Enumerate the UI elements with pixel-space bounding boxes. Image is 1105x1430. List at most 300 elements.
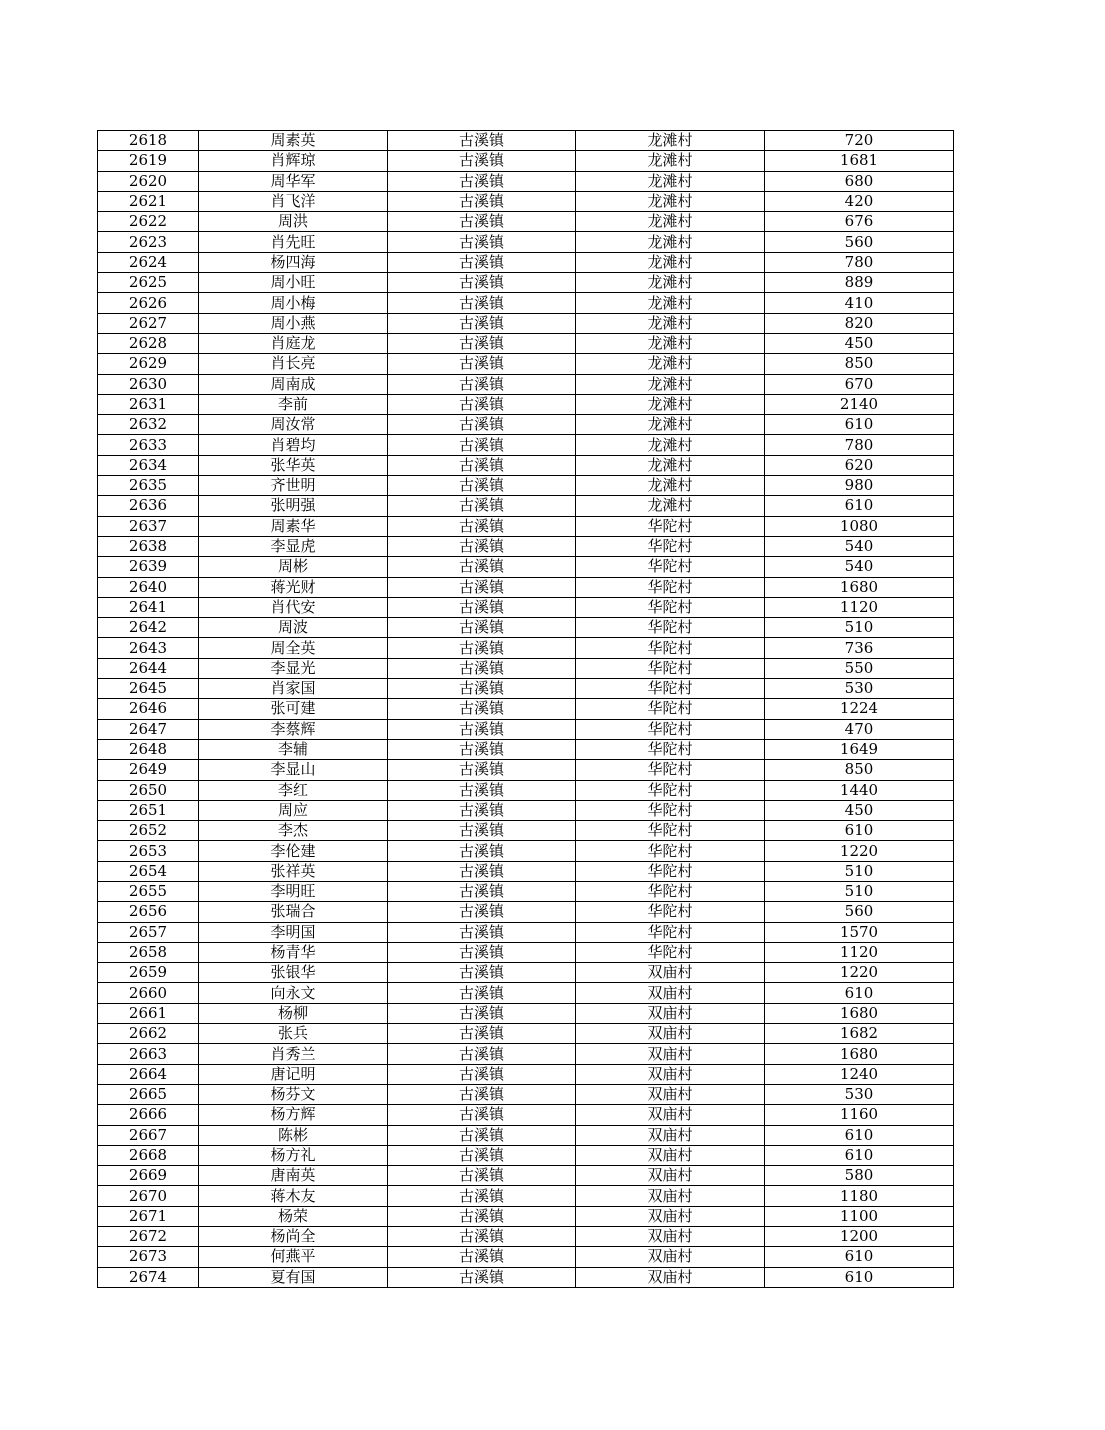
- row-number-cell: 2657: [98, 922, 199, 942]
- table-row: [98, 374, 954, 394]
- amount-cell: 1440: [765, 780, 954, 800]
- town-cell: 古溪镇: [388, 435, 576, 455]
- row-number-cell: 2654: [98, 861, 199, 881]
- town-cell: 古溪镇: [388, 902, 576, 922]
- town-cell: 古溪镇: [388, 780, 576, 800]
- town-cell: 古溪镇: [388, 1206, 576, 1226]
- table-row: [98, 679, 954, 699]
- town-cell: 古溪镇: [388, 699, 576, 719]
- amount-cell: 580: [765, 1166, 954, 1186]
- village-cell: 华陀村: [576, 821, 765, 841]
- name-cell: 张祥英: [199, 861, 388, 881]
- table-row: [98, 273, 954, 293]
- town-cell: 古溪镇: [388, 374, 576, 394]
- row-number-cell: 2645: [98, 679, 199, 699]
- village-cell: 双庙村: [576, 963, 765, 983]
- row-number-cell: 2671: [98, 1206, 199, 1226]
- village-cell: 双庙村: [576, 1227, 765, 1247]
- table-row: [98, 1145, 954, 1165]
- table-row: [98, 1267, 954, 1287]
- amount-cell: 1220: [765, 963, 954, 983]
- village-cell: 龙滩村: [576, 191, 765, 211]
- table-row: [98, 1024, 954, 1044]
- amount-cell: 1570: [765, 922, 954, 942]
- amount-cell: 510: [765, 618, 954, 638]
- town-cell: 古溪镇: [388, 171, 576, 191]
- amount-cell: 1120: [765, 942, 954, 962]
- village-cell: 龙滩村: [576, 354, 765, 374]
- name-cell: 张明强: [199, 496, 388, 516]
- table-row: [98, 881, 954, 901]
- village-cell: 双庙村: [576, 1267, 765, 1287]
- row-number-cell: 2635: [98, 476, 199, 496]
- row-number-cell: 2627: [98, 313, 199, 333]
- village-cell: 华陀村: [576, 861, 765, 881]
- name-cell: 周南成: [199, 374, 388, 394]
- town-cell: 古溪镇: [388, 1105, 576, 1125]
- village-cell: 双庙村: [576, 1206, 765, 1226]
- row-number-cell: 2661: [98, 1003, 199, 1023]
- row-number-cell: 2618: [98, 131, 199, 151]
- village-cell: 龙滩村: [576, 496, 765, 516]
- amount-cell: 450: [765, 333, 954, 353]
- name-cell: 肖庭龙: [199, 333, 388, 353]
- town-cell: 古溪镇: [388, 861, 576, 881]
- town-cell: 古溪镇: [388, 131, 576, 151]
- row-number-cell: 2628: [98, 333, 199, 353]
- name-cell: 李明国: [199, 922, 388, 942]
- amount-cell: 1200: [765, 1227, 954, 1247]
- table-row: [98, 354, 954, 374]
- amount-cell: 410: [765, 293, 954, 313]
- amount-cell: 736: [765, 638, 954, 658]
- row-number-cell: 2629: [98, 354, 199, 374]
- amount-cell: 1649: [765, 739, 954, 759]
- amount-cell: 1180: [765, 1186, 954, 1206]
- name-cell: 向永文: [199, 983, 388, 1003]
- table-row: [98, 557, 954, 577]
- name-cell: 肖秀兰: [199, 1044, 388, 1064]
- row-number-cell: 2655: [98, 881, 199, 901]
- village-cell: 华陀村: [576, 638, 765, 658]
- name-cell: 李显山: [199, 760, 388, 780]
- name-cell: 李前: [199, 394, 388, 414]
- name-cell: 齐世明: [199, 476, 388, 496]
- name-cell: 肖代安: [199, 597, 388, 617]
- table-row: [98, 658, 954, 678]
- name-cell: 李辅: [199, 739, 388, 759]
- village-cell: 双庙村: [576, 1044, 765, 1064]
- town-cell: 古溪镇: [388, 1044, 576, 1064]
- amount-cell: 1680: [765, 1044, 954, 1064]
- table-row: [98, 1044, 954, 1064]
- row-number-cell: 2639: [98, 557, 199, 577]
- amount-cell: 780: [765, 435, 954, 455]
- village-cell: 双庙村: [576, 1084, 765, 1104]
- table-row: [98, 963, 954, 983]
- town-cell: 古溪镇: [388, 333, 576, 353]
- town-cell: 古溪镇: [388, 476, 576, 496]
- amount-cell: 850: [765, 354, 954, 374]
- name-cell: 何燕平: [199, 1247, 388, 1267]
- village-cell: 龙滩村: [576, 293, 765, 313]
- amount-cell: 980: [765, 476, 954, 496]
- town-cell: 古溪镇: [388, 232, 576, 252]
- town-cell: 古溪镇: [388, 577, 576, 597]
- row-number-cell: 2651: [98, 800, 199, 820]
- name-cell: 肖飞洋: [199, 191, 388, 211]
- name-cell: 杨四海: [199, 252, 388, 272]
- town-cell: 古溪镇: [388, 963, 576, 983]
- town-cell: 古溪镇: [388, 1267, 576, 1287]
- town-cell: 古溪镇: [388, 942, 576, 962]
- table-row: [98, 983, 954, 1003]
- amount-cell: 610: [765, 415, 954, 435]
- amount-cell: 676: [765, 212, 954, 232]
- amount-cell: 620: [765, 455, 954, 475]
- row-number-cell: 2626: [98, 293, 199, 313]
- table-row: [98, 252, 954, 272]
- name-cell: 李伦建: [199, 841, 388, 861]
- row-number-cell: 2632: [98, 415, 199, 435]
- name-cell: 杨方礼: [199, 1145, 388, 1165]
- town-cell: 古溪镇: [388, 841, 576, 861]
- village-cell: 华陀村: [576, 902, 765, 922]
- village-cell: 华陀村: [576, 577, 765, 597]
- village-cell: 双庙村: [576, 1125, 765, 1145]
- row-number-cell: 2665: [98, 1084, 199, 1104]
- village-cell: 华陀村: [576, 800, 765, 820]
- row-number-cell: 2670: [98, 1186, 199, 1206]
- row-number-cell: 2667: [98, 1125, 199, 1145]
- village-cell: 龙滩村: [576, 476, 765, 496]
- amount-cell: 850: [765, 760, 954, 780]
- amount-cell: 680: [765, 171, 954, 191]
- name-cell: 周素英: [199, 131, 388, 151]
- name-cell: 李明旺: [199, 881, 388, 901]
- table-row: [98, 1003, 954, 1023]
- table-row: [98, 516, 954, 536]
- amount-cell: 610: [765, 1145, 954, 1165]
- row-number-cell: 2674: [98, 1267, 199, 1287]
- town-cell: 古溪镇: [388, 881, 576, 901]
- town-cell: 古溪镇: [388, 739, 576, 759]
- town-cell: 古溪镇: [388, 1125, 576, 1145]
- table-row: [98, 313, 954, 333]
- table-row: [98, 922, 954, 942]
- table-row: [98, 536, 954, 556]
- town-cell: 古溪镇: [388, 983, 576, 1003]
- table-row: [98, 597, 954, 617]
- name-cell: 肖长亮: [199, 354, 388, 374]
- name-cell: 周华军: [199, 171, 388, 191]
- village-cell: 双庙村: [576, 1003, 765, 1023]
- village-cell: 华陀村: [576, 881, 765, 901]
- data-table: [97, 130, 954, 1288]
- table-row: [98, 577, 954, 597]
- table-row: [98, 455, 954, 475]
- table-row: [98, 1105, 954, 1125]
- village-cell: 华陀村: [576, 760, 765, 780]
- table-row: [98, 151, 954, 171]
- table-row: [98, 131, 954, 151]
- name-cell: 李显虎: [199, 536, 388, 556]
- row-number-cell: 2658: [98, 942, 199, 962]
- amount-cell: 1240: [765, 1064, 954, 1084]
- town-cell: 古溪镇: [388, 516, 576, 536]
- amount-cell: 560: [765, 902, 954, 922]
- row-number-cell: 2637: [98, 516, 199, 536]
- town-cell: 古溪镇: [388, 313, 576, 333]
- name-cell: 唐记明: [199, 1064, 388, 1084]
- amount-cell: 420: [765, 191, 954, 211]
- village-cell: 华陀村: [576, 739, 765, 759]
- town-cell: 古溪镇: [388, 1186, 576, 1206]
- village-cell: 龙滩村: [576, 232, 765, 252]
- town-cell: 古溪镇: [388, 1145, 576, 1165]
- name-cell: 李红: [199, 780, 388, 800]
- village-cell: 双庙村: [576, 1105, 765, 1125]
- table-row: [98, 719, 954, 739]
- row-number-cell: 2622: [98, 212, 199, 232]
- table-row: [98, 1125, 954, 1145]
- amount-cell: 560: [765, 232, 954, 252]
- row-number-cell: 2624: [98, 252, 199, 272]
- name-cell: 周素华: [199, 516, 388, 536]
- name-cell: 杨方辉: [199, 1105, 388, 1125]
- name-cell: 周小梅: [199, 293, 388, 313]
- table-row: [98, 1206, 954, 1226]
- row-number-cell: 2644: [98, 658, 199, 678]
- village-cell: 龙滩村: [576, 252, 765, 272]
- table-row: [98, 1227, 954, 1247]
- table-row: [98, 212, 954, 232]
- row-number-cell: 2652: [98, 821, 199, 841]
- town-cell: 古溪镇: [388, 1064, 576, 1084]
- village-cell: 华陀村: [576, 658, 765, 678]
- row-number-cell: 2672: [98, 1227, 199, 1247]
- town-cell: 古溪镇: [388, 1247, 576, 1267]
- name-cell: 周汝常: [199, 415, 388, 435]
- village-cell: 华陀村: [576, 536, 765, 556]
- table-row: [98, 821, 954, 841]
- row-number-cell: 2623: [98, 232, 199, 252]
- table-row: [98, 1084, 954, 1104]
- amount-cell: 2140: [765, 394, 954, 414]
- village-cell: 龙滩村: [576, 273, 765, 293]
- table-row: [98, 739, 954, 759]
- amount-cell: 610: [765, 1267, 954, 1287]
- village-cell: 双庙村: [576, 1166, 765, 1186]
- name-cell: 张华英: [199, 455, 388, 475]
- table-row: [98, 1064, 954, 1084]
- name-cell: 肖碧均: [199, 435, 388, 455]
- table-row: [98, 942, 954, 962]
- town-cell: 古溪镇: [388, 252, 576, 272]
- amount-cell: 550: [765, 658, 954, 678]
- table-row: [98, 780, 954, 800]
- table-row: [98, 638, 954, 658]
- name-cell: 杨芬文: [199, 1084, 388, 1104]
- row-number-cell: 2638: [98, 536, 199, 556]
- town-cell: 古溪镇: [388, 293, 576, 313]
- row-number-cell: 2656: [98, 902, 199, 922]
- town-cell: 古溪镇: [388, 455, 576, 475]
- amount-cell: 540: [765, 557, 954, 577]
- amount-cell: 1680: [765, 1003, 954, 1023]
- row-number-cell: 2647: [98, 719, 199, 739]
- town-cell: 古溪镇: [388, 1084, 576, 1104]
- row-number-cell: 2642: [98, 618, 199, 638]
- village-cell: 双庙村: [576, 983, 765, 1003]
- amount-cell: 1224: [765, 699, 954, 719]
- town-cell: 古溪镇: [388, 597, 576, 617]
- town-cell: 古溪镇: [388, 679, 576, 699]
- row-number-cell: 2669: [98, 1166, 199, 1186]
- village-cell: 龙滩村: [576, 212, 765, 232]
- name-cell: 肖先旺: [199, 232, 388, 252]
- name-cell: 李显光: [199, 658, 388, 678]
- village-cell: 华陀村: [576, 841, 765, 861]
- amount-cell: 610: [765, 1247, 954, 1267]
- name-cell: 杨青华: [199, 942, 388, 962]
- name-cell: 李蔡辉: [199, 719, 388, 739]
- table-row: [98, 1166, 954, 1186]
- village-cell: 龙滩村: [576, 435, 765, 455]
- town-cell: 古溪镇: [388, 415, 576, 435]
- town-cell: 古溪镇: [388, 821, 576, 841]
- town-cell: 古溪镇: [388, 638, 576, 658]
- amount-cell: 610: [765, 821, 954, 841]
- table-row: [98, 496, 954, 516]
- name-cell: 杨尚全: [199, 1227, 388, 1247]
- name-cell: 张银华: [199, 963, 388, 983]
- table-row: [98, 191, 954, 211]
- table-row: [98, 435, 954, 455]
- town-cell: 古溪镇: [388, 1024, 576, 1044]
- village-cell: 龙滩村: [576, 333, 765, 353]
- village-cell: 龙滩村: [576, 374, 765, 394]
- row-number-cell: 2625: [98, 273, 199, 293]
- name-cell: 杨荣: [199, 1206, 388, 1226]
- amount-cell: 530: [765, 679, 954, 699]
- amount-cell: 610: [765, 983, 954, 1003]
- name-cell: 肖辉琼: [199, 151, 388, 171]
- village-cell: 龙滩村: [576, 131, 765, 151]
- table-row: [98, 618, 954, 638]
- amount-cell: 820: [765, 313, 954, 333]
- row-number-cell: 2641: [98, 597, 199, 617]
- name-cell: 张兵: [199, 1024, 388, 1044]
- amount-cell: 510: [765, 881, 954, 901]
- row-number-cell: 2659: [98, 963, 199, 983]
- village-cell: 华陀村: [576, 557, 765, 577]
- amount-cell: 450: [765, 800, 954, 820]
- town-cell: 古溪镇: [388, 557, 576, 577]
- table-row: [98, 415, 954, 435]
- row-number-cell: 2634: [98, 455, 199, 475]
- village-cell: 华陀村: [576, 942, 765, 962]
- table-row: [98, 1247, 954, 1267]
- village-cell: 华陀村: [576, 516, 765, 536]
- name-cell: 蒋光财: [199, 577, 388, 597]
- table-row: [98, 232, 954, 252]
- name-cell: 陈彬: [199, 1125, 388, 1145]
- village-cell: 龙滩村: [576, 171, 765, 191]
- row-number-cell: 2660: [98, 983, 199, 1003]
- table-row: [98, 800, 954, 820]
- table-row: [98, 171, 954, 191]
- name-cell: 李杰: [199, 821, 388, 841]
- name-cell: 肖家国: [199, 679, 388, 699]
- name-cell: 周波: [199, 618, 388, 638]
- name-cell: 周洪: [199, 212, 388, 232]
- village-cell: 龙滩村: [576, 151, 765, 171]
- row-number-cell: 2646: [98, 699, 199, 719]
- village-cell: 龙滩村: [576, 394, 765, 414]
- table-body: [98, 131, 954, 1288]
- amount-cell: 530: [765, 1084, 954, 1104]
- amount-cell: 889: [765, 273, 954, 293]
- amount-cell: 510: [765, 861, 954, 881]
- row-number-cell: 2631: [98, 394, 199, 414]
- town-cell: 古溪镇: [388, 1003, 576, 1023]
- village-cell: 华陀村: [576, 780, 765, 800]
- name-cell: 杨柳: [199, 1003, 388, 1023]
- row-number-cell: 2666: [98, 1105, 199, 1125]
- village-cell: 双庙村: [576, 1247, 765, 1267]
- name-cell: 唐南英: [199, 1166, 388, 1186]
- amount-cell: 1160: [765, 1105, 954, 1125]
- table-row: [98, 1186, 954, 1206]
- name-cell: 张瑞合: [199, 902, 388, 922]
- row-number-cell: 2649: [98, 760, 199, 780]
- town-cell: 古溪镇: [388, 354, 576, 374]
- town-cell: 古溪镇: [388, 760, 576, 780]
- table-row: [98, 861, 954, 881]
- amount-cell: 1100: [765, 1206, 954, 1226]
- amount-cell: 610: [765, 496, 954, 516]
- name-cell: 蒋木友: [199, 1186, 388, 1206]
- town-cell: 古溪镇: [388, 1227, 576, 1247]
- table-row: [98, 841, 954, 861]
- village-cell: 华陀村: [576, 618, 765, 638]
- row-number-cell: 2630: [98, 374, 199, 394]
- town-cell: 古溪镇: [388, 1166, 576, 1186]
- village-cell: 龙滩村: [576, 455, 765, 475]
- amount-cell: 540: [765, 536, 954, 556]
- town-cell: 古溪镇: [388, 800, 576, 820]
- row-number-cell: 2636: [98, 496, 199, 516]
- name-cell: 周应: [199, 800, 388, 820]
- row-number-cell: 2640: [98, 577, 199, 597]
- village-cell: 华陀村: [576, 922, 765, 942]
- row-number-cell: 2621: [98, 191, 199, 211]
- town-cell: 古溪镇: [388, 212, 576, 232]
- name-cell: 周小旺: [199, 273, 388, 293]
- name-cell: 周彬: [199, 557, 388, 577]
- amount-cell: 1682: [765, 1024, 954, 1044]
- village-cell: 华陀村: [576, 679, 765, 699]
- row-number-cell: 2668: [98, 1145, 199, 1165]
- amount-cell: 1120: [765, 597, 954, 617]
- row-number-cell: 2643: [98, 638, 199, 658]
- town-cell: 古溪镇: [388, 496, 576, 516]
- name-cell: 周小燕: [199, 313, 388, 333]
- row-number-cell: 2619: [98, 151, 199, 171]
- village-cell: 双庙村: [576, 1186, 765, 1206]
- village-cell: 双庙村: [576, 1064, 765, 1084]
